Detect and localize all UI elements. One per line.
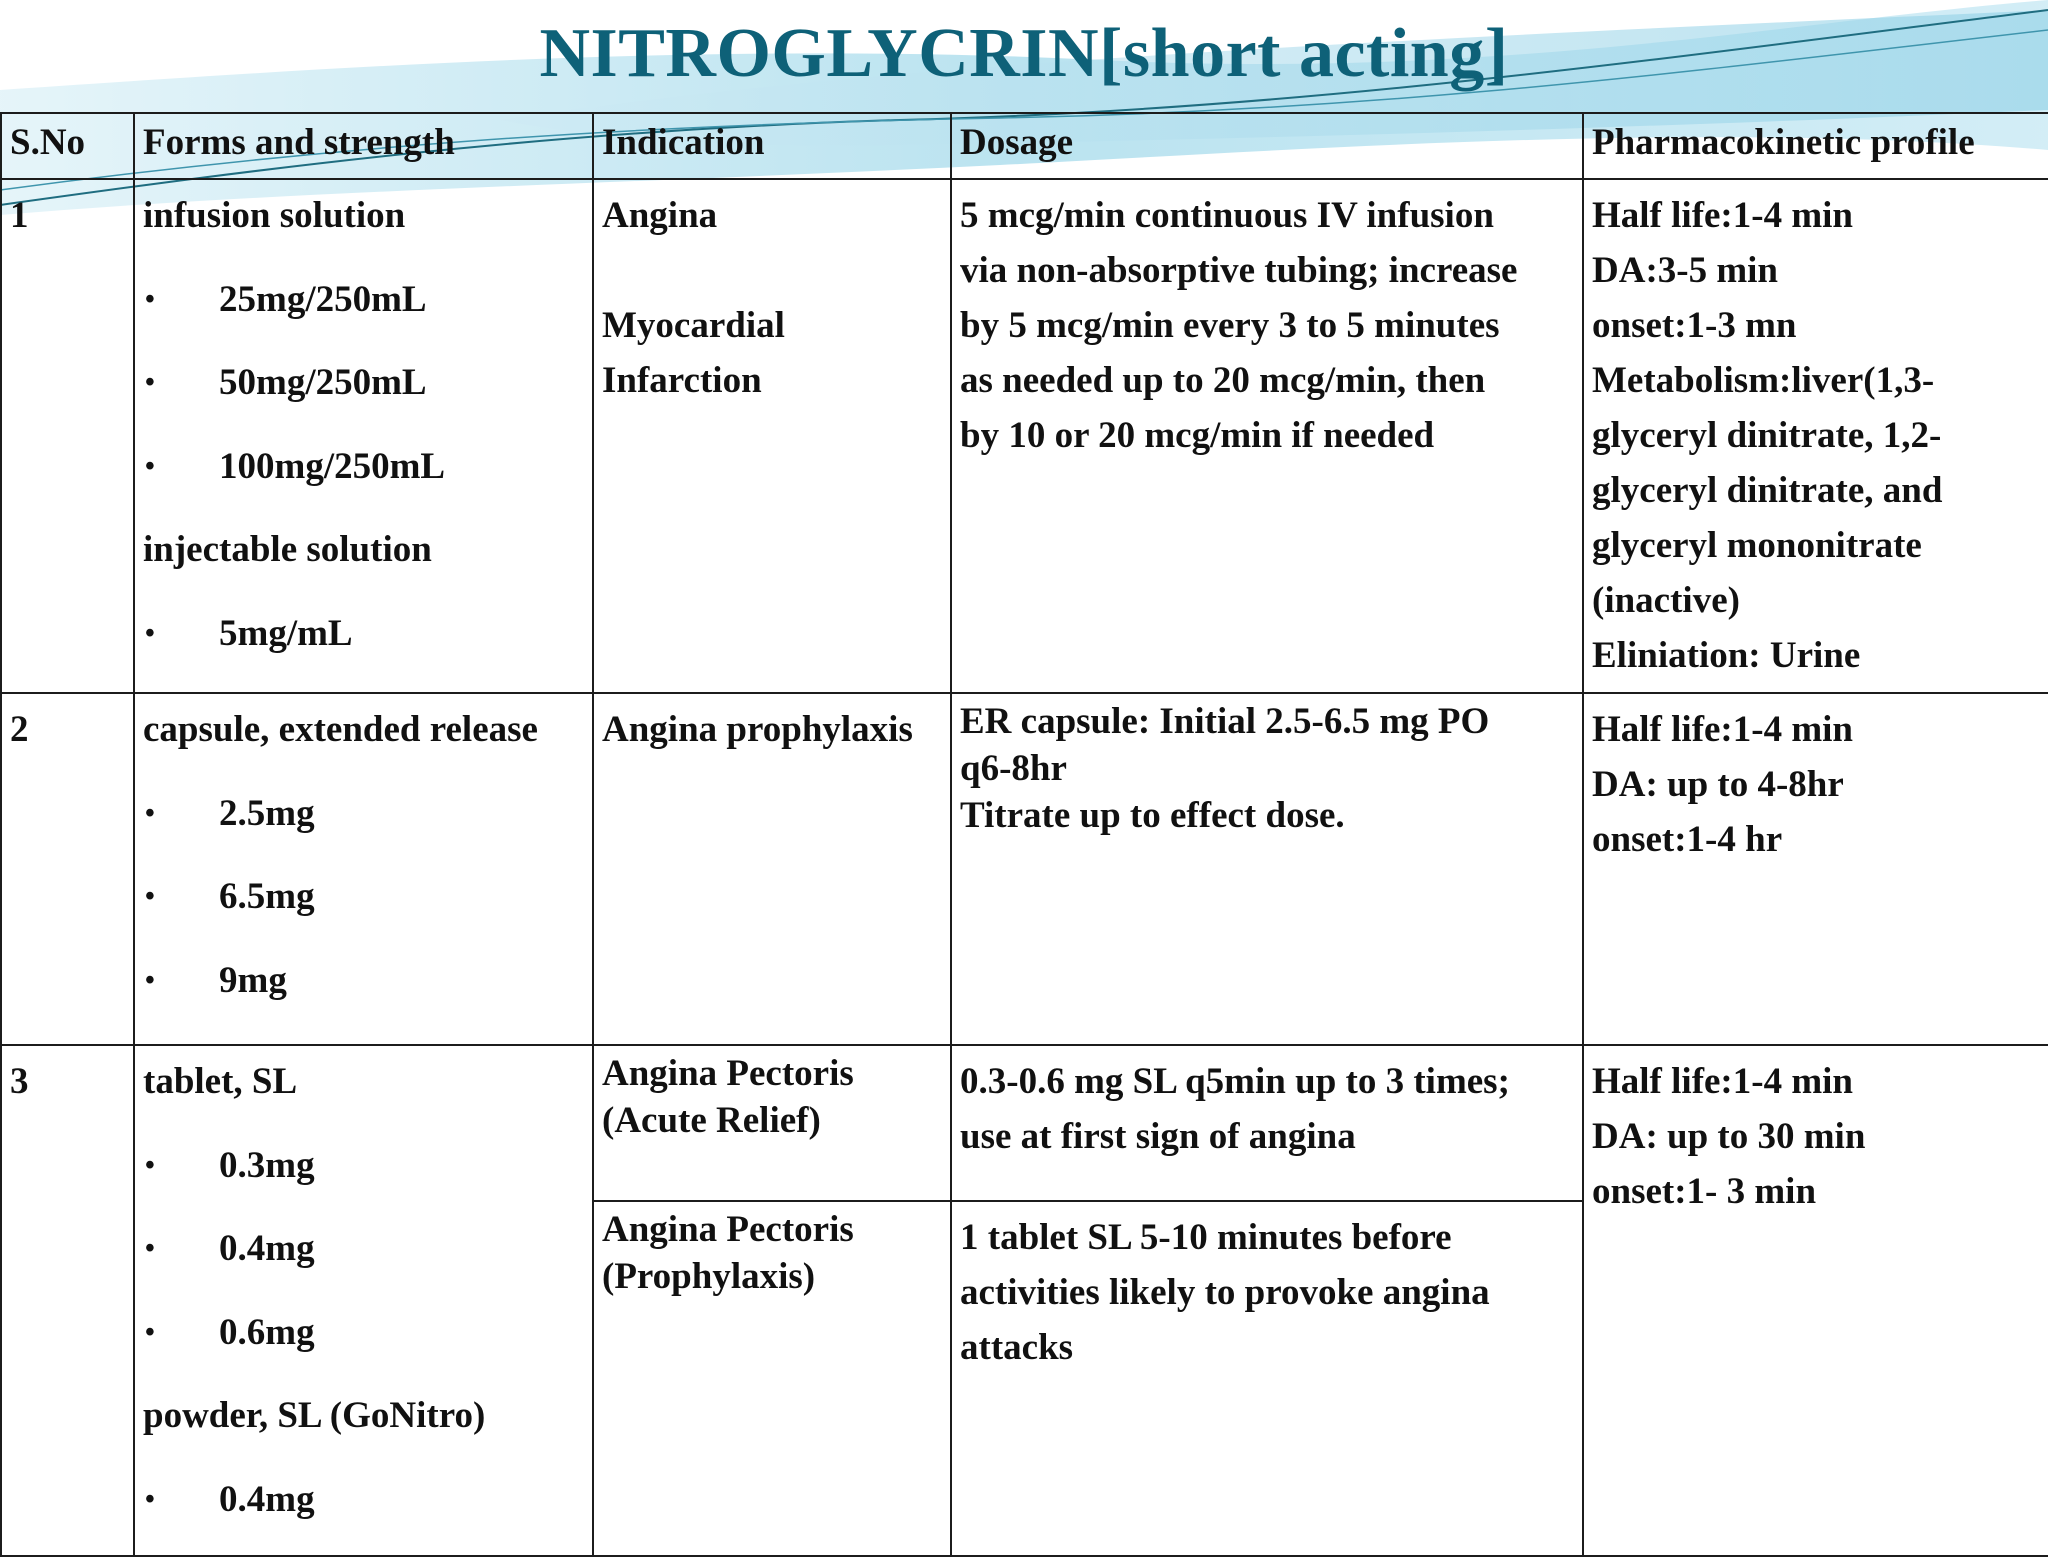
bullet-icon: •	[145, 1483, 155, 1515]
row-sno	[1, 693, 134, 1045]
row-dosage	[951, 1201, 1583, 1556]
row-sno-text: 1	[10, 195, 29, 236]
strength-item	[143, 1305, 584, 1389]
row-indication	[593, 693, 951, 1045]
strength-value: 25mg/250mL	[219, 278, 427, 320]
row-pk	[1583, 1045, 2048, 1556]
dosage-text: ER capsule: Initial 2.5-6.5 mg PO q6-8hr Titrate up to effect dose.	[960, 701, 1490, 836]
bullet-icon: •	[145, 881, 155, 912]
row-dosage	[951, 179, 1583, 693]
row-pk	[1583, 179, 2048, 693]
row-indication	[593, 179, 951, 693]
row-dosage	[951, 1045, 1583, 1201]
row-forms	[134, 1045, 593, 1556]
bullet-icon: •	[145, 797, 155, 829]
pk-text: Half life:1-4 min DA: up to 4-8hr onset:1-4 hr	[1592, 709, 1854, 860]
strength-value: 50mg/250mL	[219, 362, 427, 403]
bullet-icon: •	[145, 1233, 155, 1264]
strength-value: 6.5mg	[219, 876, 315, 917]
strength-value: 0.4mg	[219, 1478, 315, 1520]
strength-item	[143, 1138, 584, 1222]
header-dosage: Dosage	[951, 113, 1583, 179]
indication-text: Angina Myocardial Infarction	[602, 195, 785, 401]
row-indication	[593, 1045, 951, 1201]
row-sno	[1, 1045, 134, 1556]
slide-title: NITROGLYCRIN[short acting]	[539, 15, 1509, 92]
strength-value: 9mg	[219, 959, 287, 1001]
header-sno: S.No	[1, 113, 134, 179]
row-dosage	[951, 693, 1583, 1045]
table-row	[1, 693, 2048, 1045]
dosage-form-heading: infusion solution	[143, 195, 406, 236]
dosage-text: 5 mcg/min continuous IV infusion via non-absorptive tubing; increase by 5 mcg/min every 3 to 5 minutes as needed up to 20 mcg/min, then by 10 or 20 mcg/min if needed	[960, 195, 1518, 456]
strength-item	[143, 439, 584, 523]
strength-item	[143, 953, 584, 1037]
strength-item	[143, 606, 584, 690]
strength-value: 0.6mg	[219, 1311, 315, 1353]
strength-value: 2.5mg	[219, 792, 315, 834]
bullet-icon: •	[145, 617, 155, 649]
strength-item	[143, 786, 584, 870]
row-sno-text: 2	[10, 709, 29, 750]
dosage-form-heading: capsule, extended release	[143, 709, 538, 750]
table-row	[1, 179, 2048, 693]
strength-value: 0.4mg	[219, 1228, 315, 1269]
dosage-text: 0.3-0.6 mg SL q5min up to 3 times; use at first sign of angina	[960, 1061, 1510, 1157]
row-forms	[134, 179, 593, 693]
bullet-icon: •	[145, 450, 155, 482]
indication-text: Angina Pectoris (Acute Relief)	[602, 1053, 854, 1141]
indication-text: Angina Pectoris (Prophylaxis)	[602, 1208, 854, 1297]
dosage-text: 1 tablet SL 5-10 minutes before activities likely to provoke angina attacks	[960, 1216, 1490, 1368]
pk-text: Half life:1-4 min DA: up to 30 min onset:1- 3 min	[1592, 1061, 1866, 1212]
header-indication: Indication	[593, 113, 951, 179]
bullet-icon: •	[145, 367, 155, 398]
strength-item	[143, 272, 584, 356]
bullet-icon: •	[145, 1149, 155, 1181]
strength-item	[143, 1221, 584, 1305]
header-forms: Forms and strength	[134, 113, 593, 179]
strength-value: 100mg/250mL	[219, 445, 446, 487]
strength-item	[143, 869, 584, 953]
table-row	[1, 1045, 2048, 1201]
strength-value: 5mg/mL	[219, 612, 353, 654]
drug-table	[0, 112, 2048, 1557]
pk-text: Half life:1-4 min DA:3-5 min onset:1-3 mn Metabolism:liver(1,3- glyceryl dinitrate, 1,2- glyceryl dinitrate, and glyceryl mononitrate (inactive) Eliniation: Urine	[1592, 195, 1943, 676]
bullet-icon: •	[145, 283, 155, 315]
row-indication	[593, 1201, 951, 1556]
forms-list	[143, 694, 584, 1036]
forms-list	[143, 1046, 584, 1555]
row-forms	[134, 693, 593, 1045]
header-pk: Pharmacokinetic profile	[1583, 113, 2048, 179]
strength-item	[143, 355, 584, 439]
bullet-icon: •	[145, 964, 155, 996]
dosage-form-heading: powder, SL (GoNitro)	[143, 1395, 486, 1436]
indication-text: Angina prophylaxis	[602, 709, 913, 750]
strength-item	[143, 1472, 584, 1556]
row-pk	[1583, 693, 2048, 1045]
row-sno-text: 3	[10, 1061, 29, 1102]
dosage-form-heading: injectable solution	[143, 529, 432, 570]
bullet-icon: •	[145, 1316, 155, 1348]
table-header-row	[1, 113, 2048, 179]
forms-list	[143, 180, 584, 689]
dosage-form-heading: tablet, SL	[143, 1061, 298, 1102]
strength-value: 0.3mg	[219, 1144, 315, 1186]
row-sno	[1, 179, 134, 693]
